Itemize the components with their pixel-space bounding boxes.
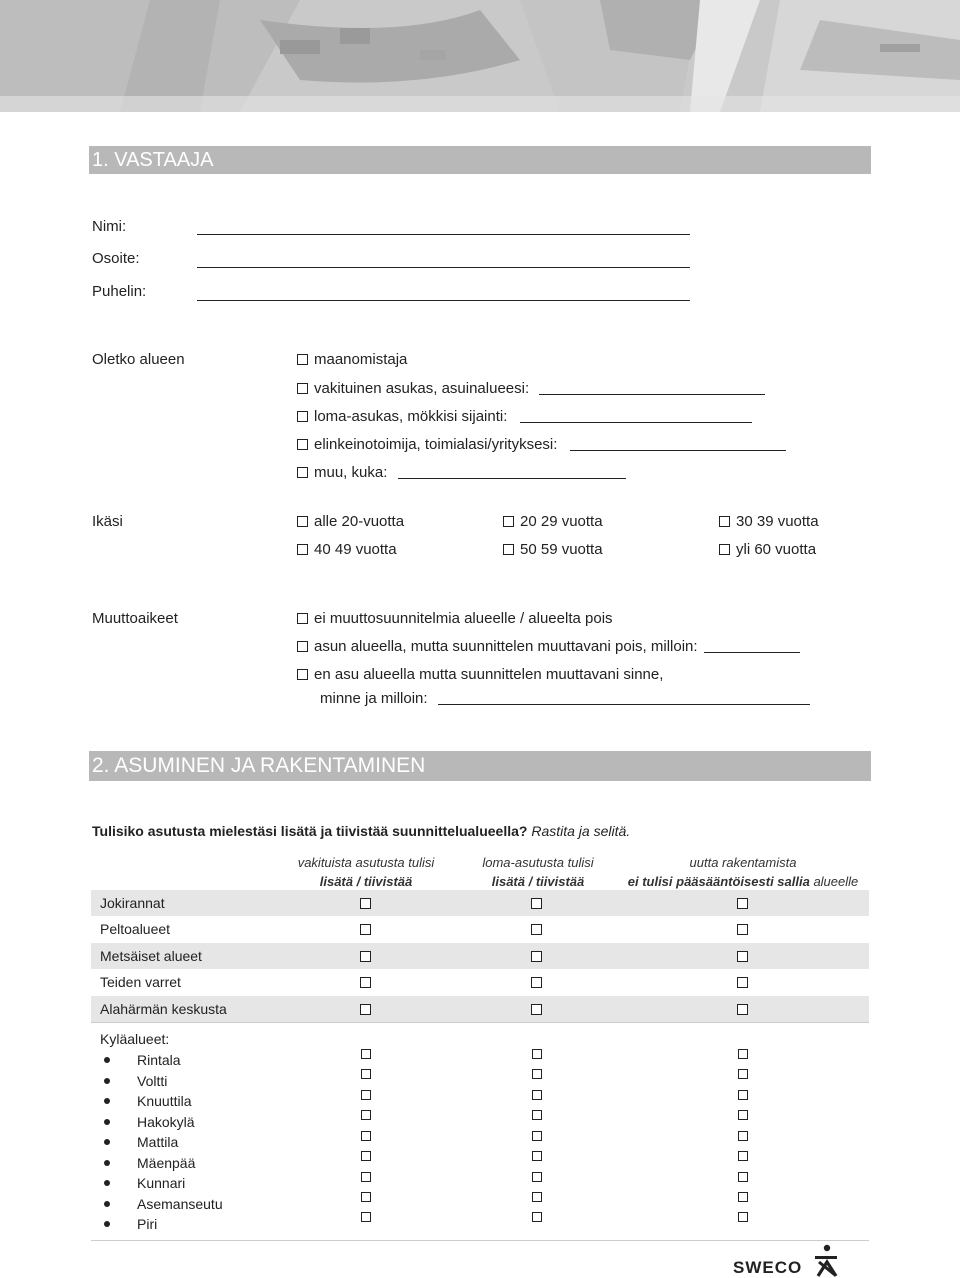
checkbox-icon[interactable] xyxy=(719,516,730,527)
village-name: Rintala xyxy=(137,1052,181,1068)
checkbox-icon[interactable] xyxy=(360,898,371,909)
role-option-holiday-resident[interactable]: loma-asukas, mökkisi sijainti: xyxy=(297,408,752,425)
checkbox-icon[interactable] xyxy=(531,924,542,935)
checkbox-icon[interactable] xyxy=(738,1192,748,1202)
moving-label: Muuttoaikeet xyxy=(92,610,178,627)
checkbox-icon[interactable] xyxy=(737,924,748,935)
checkbox-icon[interactable] xyxy=(361,1192,371,1202)
village-header: Kyläalueet: xyxy=(100,1031,170,1047)
age-option-50-59[interactable]: 50 59 vuotta xyxy=(503,541,603,558)
village-name: Asemanseutu xyxy=(137,1196,223,1212)
checkbox-icon[interactable] xyxy=(531,977,542,988)
checkbox-icon[interactable] xyxy=(361,1212,371,1222)
table-row-label: Alahärmän keskusta xyxy=(100,1001,227,1017)
column-header-holiday: loma-asutusta tulisi lisätä / tiivistää xyxy=(482,855,594,889)
checkbox-icon[interactable] xyxy=(361,1110,371,1120)
checkbox-icon[interactable] xyxy=(738,1212,748,1222)
moving-option-moving-in[interactable]: en asu alueella mutta suunnittelen muuttavani sinne, xyxy=(297,666,663,683)
resident-area-field[interactable] xyxy=(539,380,765,395)
checkbox-icon[interactable] xyxy=(532,1131,542,1141)
name-label: Nimi: xyxy=(92,218,127,235)
bullet-icon xyxy=(104,1180,110,1186)
age-label: Ikäsi xyxy=(92,513,123,530)
role-label: Oletko alueen xyxy=(92,351,185,368)
table-row-label: Peltoalueet xyxy=(100,921,171,937)
row-stripe xyxy=(91,890,869,916)
checkbox-icon[interactable] xyxy=(360,924,371,935)
role-option-resident[interactable]: vakituinen asukas, asuinalueesi: xyxy=(297,380,765,397)
village-name: Hakokylä xyxy=(137,1114,195,1130)
checkbox-icon[interactable] xyxy=(297,383,308,394)
checkbox-icon[interactable] xyxy=(297,544,308,555)
table-row-label: Metsäiset alueet xyxy=(100,948,202,964)
section-1-title: 1. VASTAAJA xyxy=(92,149,214,171)
bullet-icon xyxy=(104,1139,110,1145)
checkbox-icon[interactable] xyxy=(532,1192,542,1202)
bullet-icon xyxy=(104,1078,110,1084)
table-row-label: Jokirannat xyxy=(100,895,165,911)
bullet-icon xyxy=(104,1057,110,1063)
checkbox-icon[interactable] xyxy=(297,439,308,450)
address-field[interactable] xyxy=(197,266,690,268)
header-aerial-photo xyxy=(0,0,960,112)
checkbox-icon[interactable] xyxy=(532,1090,542,1100)
checkbox-icon[interactable] xyxy=(361,1172,371,1182)
age-option-30-39[interactable]: 30 39 vuotta xyxy=(719,513,819,530)
checkbox-icon[interactable] xyxy=(360,951,371,962)
checkbox-icon[interactable] xyxy=(503,516,514,527)
checkbox-icon[interactable] xyxy=(361,1049,371,1059)
checkbox-icon[interactable] xyxy=(297,354,308,365)
village-name: Mäenpää xyxy=(137,1155,196,1171)
checkbox-icon[interactable] xyxy=(531,1004,542,1015)
address-label: Osoite: xyxy=(92,250,140,267)
housing-question: Tulisiko asutusta mielestäsi lisätä ja tiivistää suunnittelualueella? Rastita ja selitä. xyxy=(92,823,631,839)
checkbox-icon[interactable] xyxy=(297,467,308,478)
checkbox-icon[interactable] xyxy=(297,516,308,527)
checkbox-icon[interactable] xyxy=(297,411,308,422)
checkbox-icon[interactable] xyxy=(532,1212,542,1222)
moving-in-details[interactable]: minne ja milloin: xyxy=(320,690,810,707)
checkbox-icon[interactable] xyxy=(361,1151,371,1161)
checkbox-icon[interactable] xyxy=(297,641,308,652)
checkbox-icon[interactable] xyxy=(360,1004,371,1015)
checkbox-icon[interactable] xyxy=(737,898,748,909)
checkbox-icon[interactable] xyxy=(531,951,542,962)
checkbox-icon[interactable] xyxy=(532,1151,542,1161)
checkbox-icon[interactable] xyxy=(719,544,730,555)
checkbox-icon[interactable] xyxy=(361,1069,371,1079)
checkbox-icon[interactable] xyxy=(360,977,371,988)
age-option-20-29[interactable]: 20 29 vuotta xyxy=(503,513,603,530)
section-1-header xyxy=(89,146,871,174)
role-option-landowner[interactable]: maanomistaja xyxy=(297,351,407,368)
checkbox-icon[interactable] xyxy=(737,1004,748,1015)
phone-label: Puhelin: xyxy=(92,283,147,300)
checkbox-icon[interactable] xyxy=(532,1069,542,1079)
phone-field[interactable] xyxy=(197,299,690,301)
sweco-mark-icon xyxy=(811,1244,841,1278)
business-field[interactable] xyxy=(570,436,786,451)
moving-option-moving-away[interactable]: asun alueella, mutta suunnittelen muuttavani pois, milloin: xyxy=(297,638,800,655)
village-name: Piri xyxy=(137,1216,158,1232)
other-role-field[interactable] xyxy=(398,464,626,479)
checkbox-icon[interactable] xyxy=(737,951,748,962)
checkbox-icon[interactable] xyxy=(532,1172,542,1182)
checkbox-icon[interactable] xyxy=(738,1090,748,1100)
checkbox-icon[interactable] xyxy=(531,898,542,909)
village-name: Mattila xyxy=(137,1134,179,1150)
column-header-permanent: vakituista asutusta tulisi lisätä / tiivistää xyxy=(297,855,435,889)
village-name: Knuuttila xyxy=(137,1093,192,1109)
bullet-icon xyxy=(104,1221,110,1227)
checkbox-icon[interactable] xyxy=(361,1131,371,1141)
bullet-icon xyxy=(104,1160,110,1166)
checkbox-icon[interactable] xyxy=(738,1131,748,1141)
section-2-header xyxy=(89,751,871,781)
village-name: Voltti xyxy=(137,1073,168,1089)
checkbox-icon[interactable] xyxy=(738,1110,748,1120)
bullet-icon xyxy=(104,1098,110,1104)
checkbox-icon[interactable] xyxy=(738,1069,748,1079)
moving-in-where-when-field[interactable] xyxy=(438,690,810,705)
checkbox-icon[interactable] xyxy=(532,1049,542,1059)
checkbox-icon[interactable] xyxy=(361,1090,371,1100)
cottage-location-field[interactable] xyxy=(520,408,752,423)
checkbox-icon[interactable] xyxy=(297,613,308,624)
checkbox-icon[interactable] xyxy=(532,1110,542,1120)
bullet-icon xyxy=(104,1119,110,1125)
role-option-business[interactable]: elinkeinotoimija, toimialasi/yrityksesi: xyxy=(297,436,786,453)
moving-away-when-field[interactable] xyxy=(704,638,800,653)
checkbox-icon[interactable] xyxy=(297,669,308,680)
bullet-icon xyxy=(104,1201,110,1207)
column-header-new-construction: uutta rakentamista ei tulisi pääsääntöisesti sallia alueelle xyxy=(627,855,859,889)
sweco-logo: SWECO xyxy=(733,1244,843,1278)
role-option-other[interactable]: muu, kuka: xyxy=(297,464,626,481)
age-option-over-60[interactable]: yli 60 vuotta xyxy=(719,541,816,558)
row-stripe xyxy=(91,943,869,969)
age-option-under-20[interactable]: alle 20-vuotta xyxy=(297,513,404,530)
village-name: Kunnari xyxy=(137,1175,186,1191)
checkbox-icon[interactable] xyxy=(738,1049,748,1059)
section-2-title: 2. ASUMINEN JA RAKENTAMINEN xyxy=(92,754,426,777)
table-row-label: Teiden varret xyxy=(100,974,181,990)
checkbox-icon[interactable] xyxy=(738,1172,748,1182)
name-field[interactable] xyxy=(197,233,690,235)
checkbox-icon[interactable] xyxy=(503,544,514,555)
age-option-40-49[interactable]: 40 49 vuotta xyxy=(297,541,397,558)
checkbox-icon[interactable] xyxy=(738,1151,748,1161)
checkbox-icon[interactable] xyxy=(737,977,748,988)
moving-option-no-plans[interactable]: ei muuttosuunnitelmia alueelle / alueelta pois xyxy=(297,610,613,627)
